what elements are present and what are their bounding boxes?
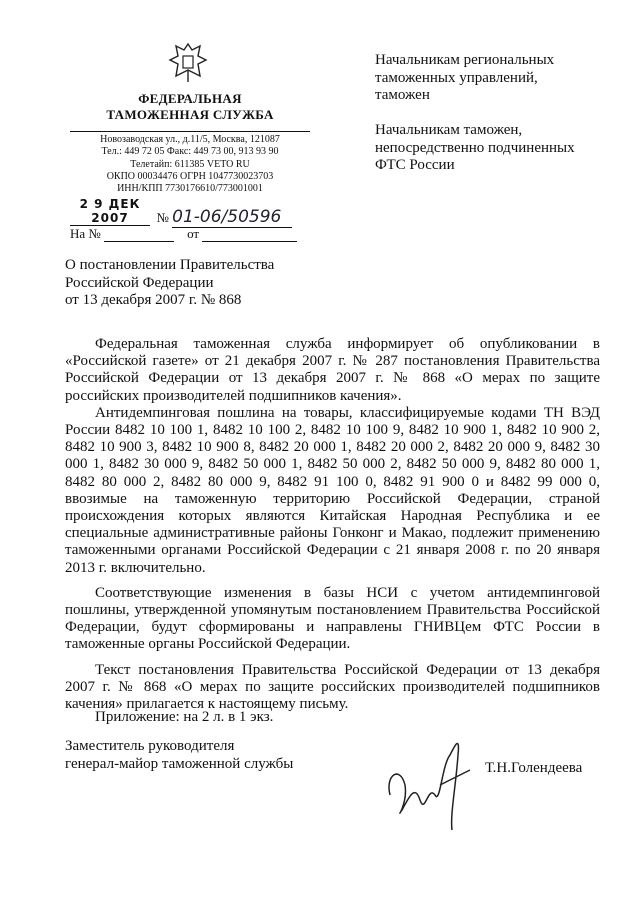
position-line: генерал-майор таможенной службы bbox=[65, 756, 294, 772]
reference-line bbox=[70, 226, 297, 242]
divider bbox=[70, 131, 310, 132]
recipient-line: непосредственно подчиненных bbox=[375, 139, 575, 156]
org-line-1: ФЕДЕРАЛЬНАЯ bbox=[138, 91, 242, 106]
paragraph: Соответствующие изменения в базы НСИ с учетом антидемпинговой пошлины, утвержденной упомянутым постановлением Правительства Российской Федерации, будут сформированы и направлены ГНИВЦем ФТС России в таможенные органы Российской Федерации. bbox=[65, 584, 600, 653]
position-line: Заместитель руководителя bbox=[65, 738, 235, 754]
okpo-line: ОКПО 00034476 ОГРН 1047730023703 bbox=[106, 170, 274, 182]
inn-line: ИНН/КПП 7730176610/773001001 bbox=[117, 183, 263, 195]
ref-blank bbox=[104, 229, 174, 242]
from-label: от bbox=[187, 226, 200, 241]
date-number-line bbox=[70, 197, 292, 228]
recipient-line: таможен bbox=[375, 87, 430, 103]
address-line: Новозаводская ул., д.11/5, Москва, 121087 bbox=[100, 134, 280, 145]
from-blank bbox=[202, 229, 297, 242]
document-number: 01-06/50596 bbox=[172, 207, 292, 228]
date-stamp: 2 9 ДЕК 2007 bbox=[70, 197, 150, 226]
subject bbox=[65, 257, 274, 310]
handwritten-signature bbox=[380, 725, 480, 835]
subject-line: Российской Федерации bbox=[65, 274, 214, 291]
recipient-line: таможенных управлений, bbox=[375, 69, 538, 86]
recipient-line: Начальникам таможен, bbox=[375, 122, 523, 138]
signer-name: Т.Н.Голендеева bbox=[485, 760, 583, 776]
paragraph: Антидемпинговая пошлина на товары, классифицируемые кодами ТН ВЭД России 8482 10 100 1, 8482 10 100 2, 8482 10 100 9, 8482 10 900 1, 8482 10 900 2, 8482 10 900 3, 8482 10 900 8, 8482 20 000 1, 8482 20 000 2, 8482 20 000 9, 8482 30 000 1, 8482 30 000 9, 8482 50 000 1, 8482 50 000 2, 8482 50 000 9, 8482 80 000 1, 8482 80 000 2, 8482 80 000 9, 8482 91 100 0, 8482 91 900 0 и 8482 99 000 0, ввозимые на таможенную территорию Российской Федерации, страной происхождения которых являются Китайская Народная Республика и ее специальные административные районы Гонконг и Макао, подлежит применению таможенными органами Российской Федерации с 21 января 2008 г. по 20 января 2013 г. включительно. bbox=[65, 404, 600, 576]
paragraph: Федеральная таможенная служба информирует об опубликовании в «Российской газете» от 21 декабря 2007 г. № 287 постановления Правительства Российской Федерации от 13 декабря 2007 г. № 868 «О мерах по защите российских производителей подшипников качения». bbox=[65, 336, 600, 404]
teletype-line: Телетайп: 611385 VETO RU bbox=[130, 158, 250, 170]
number-label: № bbox=[156, 210, 169, 225]
attachment-note: Приложение: на 2 л. в 1 экз. bbox=[95, 709, 274, 725]
phone-line: Тел.: 449 72 05 Факс: 449 73 00, 913 93 90 bbox=[101, 146, 279, 158]
recipients-block-2 bbox=[375, 122, 615, 175]
recipient-line: ФТС России bbox=[375, 157, 455, 173]
coat-of-arms-emblem-icon bbox=[168, 40, 208, 84]
subject-line: от 13 декабря 2007 г. № 868 bbox=[65, 292, 242, 308]
recipients-block-1 bbox=[375, 52, 615, 105]
letter-body bbox=[65, 336, 600, 713]
address-block bbox=[70, 134, 310, 195]
subject-line: О постановлении Правительства bbox=[65, 257, 275, 273]
signer-position bbox=[65, 737, 293, 773]
ref-label: На № bbox=[70, 226, 101, 241]
paragraph: Текст постановления Правительства Российской Федерации от 13 декабря 2007 г. № 868 «О мерах по защите российских производителей подшипников качения» прилагается к настоящему письму. bbox=[65, 661, 600, 713]
recipient-line: Начальникам региональных bbox=[375, 52, 555, 68]
organization-name bbox=[70, 91, 310, 123]
org-line-2: ТАМОЖЕННАЯ СЛУЖБА bbox=[106, 107, 274, 122]
